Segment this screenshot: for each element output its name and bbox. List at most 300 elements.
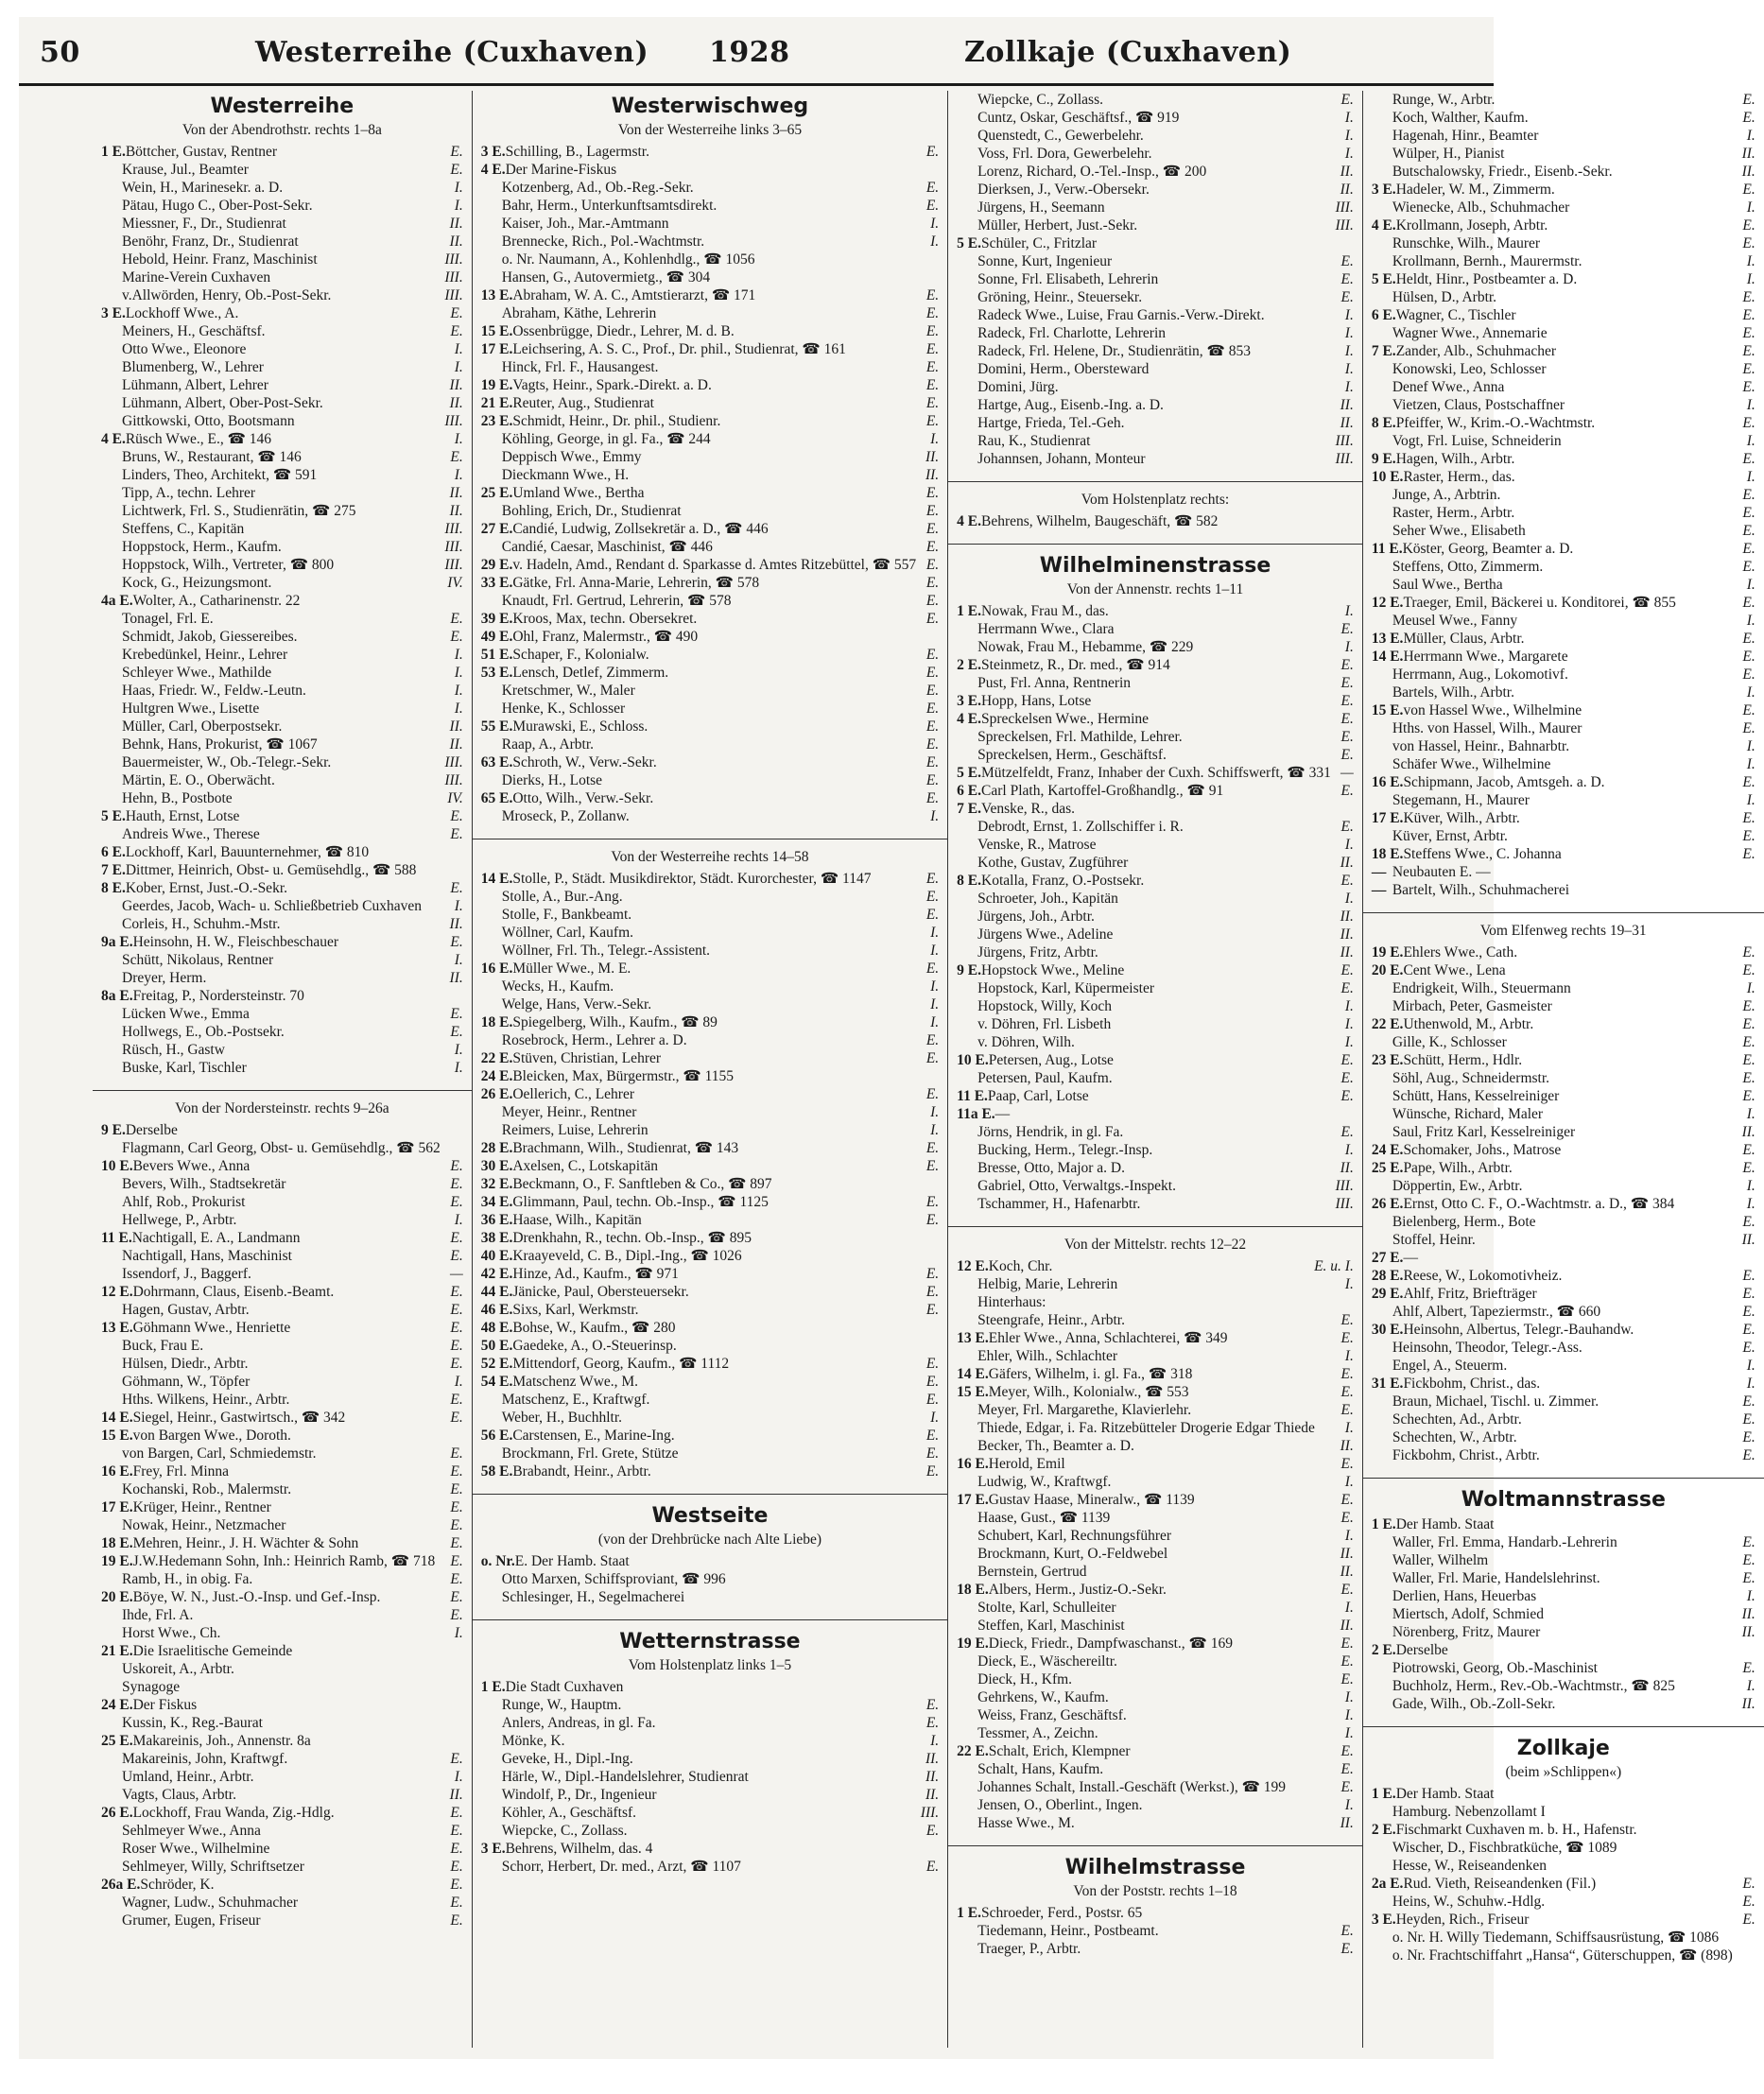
house-number [957,674,977,692]
list-item [1372,1569,1755,1587]
floor-marker: II. [1340,926,1354,943]
house-number [101,969,122,987]
house-number [101,1193,122,1211]
floor-marker: E. [1340,1779,1354,1795]
house-number [1372,1857,1392,1875]
house-number [957,1940,977,1958]
house-number [1372,558,1392,576]
list-item [957,979,1354,997]
entry-text: Vietzen, Claus, Postschaffner [1392,397,1565,413]
floor-marker: E. [1742,1894,1755,1910]
house-number [1372,199,1392,216]
house-number [101,1005,122,1023]
list-item [957,1509,1354,1527]
entry-text: Hopstock, Karl, Küpermeister [977,980,1154,996]
floor-marker: E. [1742,325,1755,341]
floor-marker: E. [450,1912,463,1929]
section-divider [473,1619,947,1620]
list-item [101,1804,463,1822]
floor-marker: E. [1340,1941,1354,1957]
entry-text: Quenstedt, C., Gewerbelehr. [977,128,1144,144]
entry-text: Bleicken, Max, Bürgermstr., ☎ 1155 [512,1068,735,1084]
house-number [1372,486,1392,504]
entry-text: von Hassel, Heinr., Bahnarbtr. [1392,738,1570,754]
entry-text: Matschenz, E., Kraftwgf. [501,1392,650,1408]
list-item [101,1606,463,1624]
house-number [1372,1105,1392,1123]
floor-marker: I. [930,1122,940,1138]
floor-marker: E. [925,1392,940,1408]
entry-text: Anlers, Andreas, in gl. Fa. [501,1715,656,1731]
floor-marker: E. [1340,1510,1354,1526]
list-item [957,872,1354,890]
house-number [481,179,502,197]
house-number [1372,719,1392,737]
entry-text: Lockhoff, Karl, Bauunternehmer, ☎ 810 [125,844,370,860]
house-number [1372,737,1392,755]
entry-text: Henke, K., Schlosser [501,701,626,717]
house-number: 25 E. [480,485,513,501]
floor-marker [916,628,939,646]
list-item [1372,1677,1755,1695]
house-number [1372,1393,1392,1410]
list-item [957,1922,1354,1940]
floor-marker [916,1229,939,1247]
house-number [101,286,122,304]
house-number: 19 E. [480,377,513,393]
entry-text: Synagoge [122,1679,181,1695]
entry-text: Lühmann, Albert, Ober-Post-Sekr. [122,395,323,411]
floor-marker: I. [454,1212,463,1228]
house-number: 39 E. [480,611,513,627]
entry-text: Dierksen, J., Verw.-Obersekr. [977,182,1150,198]
floor-marker: E. [1340,92,1354,108]
house-number: 4 E. [1371,217,1396,234]
floor-marker: II. [1741,146,1755,162]
entry-text: Rüsch, H., Gastw [122,1042,225,1058]
entry-text: Gehrkens, W., Kaufm. [977,1689,1109,1705]
list-item [1372,432,1755,450]
list-item [957,1904,1354,1922]
floor-marker: E. [1742,559,1755,575]
floor-marker: E. [1340,1384,1354,1400]
entry-text: Linders, Theo, Architekt, ☎ 591 [122,467,318,483]
house-number: 1 E. [957,1905,982,1921]
floor-marker: E. [450,1481,463,1497]
house-number: 6 E. [101,844,126,860]
floor-marker: I. [1344,361,1354,377]
section-subtitle: Von der Abendrothstr. rechts 1–8a [182,122,382,138]
entry-text: Candié, Ludwig, Zollsekretär a. D., ☎ 446 [512,521,769,537]
entry-text: Hadeler, W. M., Zimmerm. [1395,182,1555,198]
list-item [957,890,1354,908]
house-number [481,466,502,484]
entry-text: Beckmann, O., F. Sanftleben & Co., ☎ 897 [512,1176,772,1192]
floor-marker: E. [925,198,940,214]
entry-text: Hartge, Aug., Eisenb.-Ing. a. D. [977,397,1164,413]
floor-marker: I. [1344,110,1354,126]
floor-marker: I. [454,898,463,914]
entry-text: Wöllner, Carl, Kaufm. [501,925,633,941]
section-subtitle: Von der Mittelstr. rechts 12–22 [1064,1237,1247,1253]
house-number [957,1033,977,1051]
entry-text: Murawski, E., Schloss. [512,718,649,735]
house-number: 5 E. [957,765,982,781]
entry-text: Mützelfeldt, Franz, Inhaber der Cuxh. Schiffswerft, ☎ 331 [981,765,1331,781]
floor-marker: E. [1742,505,1755,521]
entry-list [1372,91,1755,899]
list-item [101,448,463,466]
column-1 [93,91,472,2048]
entry-text: Frey, Frl. Minna [132,1463,230,1480]
floor-marker: E. [1742,1912,1755,1928]
floor-marker: II. [449,718,463,735]
house-number [481,1445,502,1462]
house-number [957,620,977,638]
house-number: 11 E. [1371,541,1403,557]
floor-marker: II. [449,234,463,250]
floor-marker: II. [1741,1606,1755,1622]
floor-marker: I. [1746,1358,1755,1374]
list-item [101,1373,463,1391]
house-number: 3 E. [101,305,126,321]
list-item [1372,997,1755,1015]
entry-text: Brachmann, Wilh., Studienrat, ☎ 143 [512,1140,739,1156]
entry-text: Albers, Herm., Justiz-O.-Sekr. [988,1582,1167,1598]
list-item [481,251,939,268]
floor-marker: II. [1340,855,1354,871]
floor-marker: I. [1344,1600,1354,1616]
list-item [101,1480,463,1498]
list-item [957,1778,1354,1796]
entry-text: Miertsch, Adolf, Schmied [1392,1606,1544,1622]
house-number [957,1473,977,1491]
house-number [481,924,502,942]
entry-text: Haase, Wilh., Kapitän [512,1212,642,1228]
floor-marker: E. [925,701,940,717]
list-item [101,1041,463,1059]
house-number [481,1409,502,1427]
list-item [101,771,463,789]
house-number [101,1041,122,1059]
list-item [1372,737,1755,755]
house-number [481,906,502,924]
house-number: 12 E. [1371,595,1404,611]
floor-marker: I. [1746,756,1755,772]
house-number [957,1123,977,1141]
entry-text: Derlien, Hans, Heuerbas [1392,1588,1537,1604]
list-item [1372,1893,1755,1911]
list-item [957,1347,1354,1365]
list-item [101,1660,463,1678]
list-item [101,933,463,951]
floor-marker: II. [449,503,463,519]
entry-text: Thiede, Edgar, i. Fa. Ritzebütteler Drogerie Edgar Thiede [977,1420,1315,1436]
list-item [957,1195,1354,1213]
house-number [957,1545,977,1563]
house-number [481,538,502,556]
house-number: 13 E. [480,287,513,303]
list-item [1372,450,1755,468]
list-item [1372,234,1755,252]
house-number: 48 E. [480,1320,513,1336]
floor-marker: E. [1340,980,1354,996]
list-item [101,197,463,215]
floor-marker: E. [925,960,940,977]
floor-marker: II. [1340,415,1354,431]
list-item [1372,360,1755,378]
floor-marker: E. [1742,1393,1755,1410]
floor-marker: I. [1746,792,1755,808]
floor-marker: I. [454,467,463,483]
floor-marker: I. [1746,1106,1755,1122]
entry-text: Lensch, Detlef, Zimmerm. [512,665,669,681]
list-item [101,825,463,843]
house-number [101,556,122,574]
house-number: 5 E. [101,808,126,824]
entry-text: Engel, A., Steuerm. [1392,1358,1508,1374]
floor-marker [916,1570,939,1588]
house-number [101,915,122,933]
house-number [101,1480,122,1498]
entry-text: Stolle, P., Städt. Musikdirektor, Städt. Kurorchester, ☎ 1147 [512,871,872,887]
house-number [101,233,122,251]
list-item [957,396,1354,414]
entry-text: Hths. Wilkens, Heinr., Arbtr. [122,1392,290,1408]
entry-text: Geveke, H., Dipl.-Ing. [501,1751,633,1767]
house-number [957,1347,977,1365]
list-item [1372,1623,1755,1641]
list-item [481,906,939,924]
list-item [481,466,939,484]
entry-text: Carstensen, E., Marine-Ing. [512,1428,675,1444]
house-number [957,890,977,908]
entry-text: Stolle, A., Bur.-Ang. [501,889,623,905]
floor-marker [441,843,463,861]
entry-text: Wagner, C., Tischler [1395,307,1516,323]
list-item [101,1301,463,1319]
list-item [957,656,1354,674]
floor-marker: I. [454,1769,463,1785]
entry-text: Koch, Walther, Kaufm. [1392,110,1529,126]
list-item [957,432,1354,450]
entry-text: Stoffel, Heinr. [1392,1232,1476,1248]
entry-text: Bucking, Herm., Telegr.-Insp. [977,1142,1153,1158]
house-number: 52 E. [480,1356,513,1372]
list-item [957,1635,1354,1653]
house-number: 49 E. [480,629,513,645]
floor-marker: E. [925,665,940,681]
list-item [101,1786,463,1804]
list-item [101,304,463,322]
floor-marker: E. [1742,1570,1755,1586]
floor-marker: E. [450,934,463,950]
entry-text: Kotalla, Franz, O.-Postsekr. [981,873,1145,889]
floor-marker: I. [1344,325,1354,341]
floor-marker: I. [930,943,940,959]
house-number [101,646,122,664]
entry-text: Gätke, Frl. Anna-Marie, Lehrerin, ☎ 578 [512,575,760,591]
list-item [1372,1695,1755,1713]
floor-marker: E. [450,1841,463,1857]
entry-text: Uskoreit, A., Arbtr. [122,1661,234,1677]
floor-marker: E. [925,871,940,887]
list-item [481,610,939,628]
floor-marker: E. [925,754,940,770]
list-item [957,1159,1354,1177]
entry-text: Steffen, Karl, Maschinist [977,1618,1125,1634]
entry-text: Ehler, Wilh., Schlachter [977,1348,1117,1364]
list-item [481,1786,939,1804]
floor-marker: E. [925,341,940,357]
entry-text: Stegemann, H., Maurer [1392,792,1530,808]
house-number [957,216,977,234]
floor-marker: II. [449,395,463,411]
entry-text: Schütt, Hans, Kesselreiniger [1392,1088,1560,1104]
list-item [957,306,1354,324]
entry-text: Der Hamb. Staat [1395,1786,1495,1802]
house-number: 3 E. [1371,1912,1396,1928]
entry-text: Wöllner, Frl. Th., Telegr.-Assistent. [501,943,711,959]
list-item [1372,1249,1755,1267]
entry-list [101,143,463,1077]
list-item [1372,1141,1755,1159]
floor-marker [1331,234,1354,252]
floor-marker [1331,1904,1354,1922]
floor-marker: E. [925,1158,940,1174]
floor-marker: E. [450,1248,463,1264]
entry-list [481,143,939,825]
entry-text: Wein, H., Marinesekr. a. D. [122,180,284,196]
entry-text: Vagts, Heinr., Spark.-Direkt. a. D. [512,377,712,393]
list-item [481,960,939,978]
list-item [101,1570,463,1588]
entry-text: Dieck, Friedr., Dampfwaschanst., ☎ 169 [988,1635,1233,1652]
house-number [101,825,122,843]
floor-marker [916,1552,939,1570]
house-number: 30 E. [1371,1322,1404,1338]
house-number [101,1606,122,1624]
floor-marker: E. [925,377,940,393]
house-number [101,1786,122,1804]
list-item [101,1642,463,1660]
floor-marker [1733,1857,1755,1875]
entry-text: Ludwig, W., Kraftwgf. [977,1474,1112,1490]
entry-text: Buske, Karl, Tischler [122,1060,247,1076]
house-number: 31 E. [1371,1376,1404,1392]
floor-marker: I. [1746,684,1755,701]
floor-marker: E. [450,1158,463,1174]
entry-text: Sonne, Frl. Elisabeth, Lehrerin [977,271,1159,287]
list-item [957,378,1354,396]
house-number [957,908,977,926]
floor-marker: I. [1344,837,1354,853]
list-item [1372,666,1755,684]
house-number [957,163,977,181]
floor-marker: E. [1742,1016,1755,1032]
list-item [101,682,463,700]
floor-marker: E. [450,1284,463,1300]
floor-marker: III. [444,269,463,286]
house-number: 14 E. [480,871,513,887]
floor-marker: II. [1340,1618,1354,1634]
floor-marker [441,592,463,610]
list-item [481,1247,939,1265]
entry-text: Ahlf, Fritz, Briefträger [1403,1286,1537,1302]
floor-marker: E. [450,162,463,178]
house-number [101,502,122,520]
floor-marker: E. [1742,415,1755,431]
entry-text: Herold, Emil [988,1456,1065,1472]
entry-text: Wecks, H., Kaufm. [501,978,614,995]
list-item [101,1355,463,1373]
list-item [101,1624,463,1642]
entry-text: Glimmann, Paul, techn. Ob.-Insp., ☎ 1125 [512,1194,769,1210]
floor-marker: E. [450,1338,463,1354]
entry-text: v.Allwörden, Henry, Ob.-Post-Sekr. [122,287,332,303]
house-number [101,268,122,286]
list-item [957,1257,1354,1275]
house-number [481,1031,502,1049]
floor-marker: I. [1344,1707,1354,1723]
house-number [1372,1033,1392,1051]
entry-text: Ohl, Franz, Malermstr., ☎ 490 [512,629,699,645]
house-number [101,1750,122,1768]
entry-text: Domini, Jürg. [977,379,1059,395]
entry-text: Rud. Vieth, Reiseandenken (Fil.) [1403,1876,1597,1892]
house-number [101,1624,122,1642]
house-number [957,1509,977,1527]
floor-marker [916,1588,939,1606]
list-item [957,800,1354,818]
list-item [957,1796,1354,1814]
house-number: 8 E. [957,873,982,889]
entry-text: Söhl, Aug., Schneidermstr. [1392,1070,1550,1086]
list-item [481,682,939,700]
floor-marker: III. [1335,217,1354,234]
entry-text: Jänicke, Paul, Obersteuersekr. [512,1284,689,1300]
entry-text: Drenkhahn, R., techn. Ob.-Insp., ☎ 895 [512,1230,752,1246]
entry-list [1372,1515,1755,1713]
floor-marker: E. [450,1607,463,1623]
floor-marker: E. [1742,720,1755,736]
house-number [1372,91,1392,109]
floor-marker: E. [925,1194,940,1210]
floor-marker: E. [450,1805,463,1821]
list-item [1372,827,1755,845]
list-item [481,286,939,304]
entry-list [1372,1785,1755,1964]
list-item [1372,809,1755,827]
entry-text: Hartge, Frieda, Tel.-Geh. [977,415,1125,431]
list-item [481,1157,939,1175]
house-number: 18 E. [1371,846,1404,862]
house-number: 15 E. [957,1384,989,1400]
house-number [1372,1533,1392,1551]
house-number [957,1599,977,1617]
list-item [1372,216,1755,234]
list-item [1372,1839,1755,1857]
floor-marker: II. [449,485,463,501]
entry-text: Grumer, Eugen, Friseur [122,1912,261,1929]
list-item [101,610,463,628]
house-number: 65 E. [480,790,513,806]
section-divider [1363,1726,1764,1727]
entry-text: Bruns, W., Restaurant, ☎ 146 [122,449,302,465]
entry-text: Kussin, K., Reg.-Baurat [122,1715,263,1731]
entry-text: Roser Wwe., Wilhelmine [122,1841,270,1857]
house-number [957,1653,977,1670]
